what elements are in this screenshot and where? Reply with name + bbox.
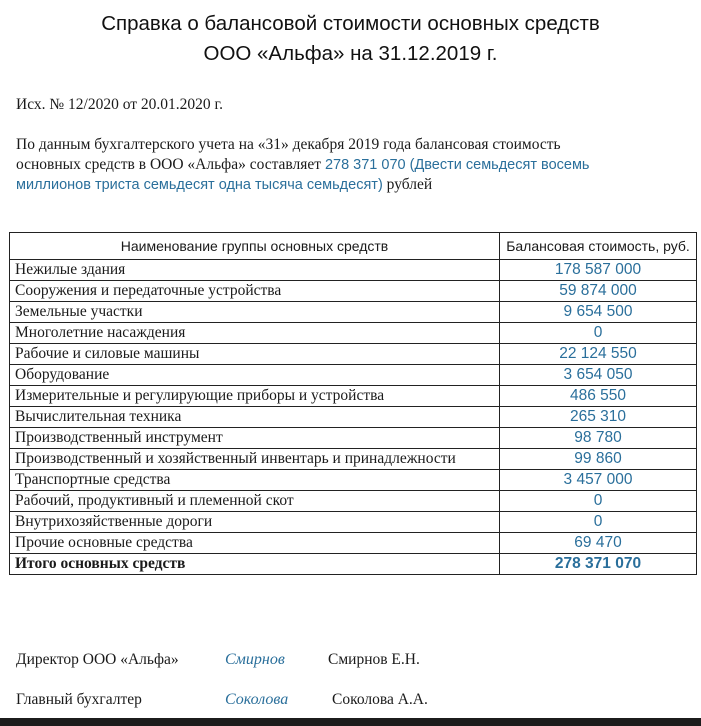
row-value: 69 470	[500, 533, 697, 554]
accountant-signature	[225, 690, 288, 710]
table-row	[10, 428, 697, 449]
intro-paragraph	[16, 135, 686, 195]
row-value: 3 457 000	[500, 470, 697, 491]
row-name: Прочие основные средства	[10, 533, 500, 554]
row-name: Измерительные и регулирующие приборы и устройства	[10, 386, 500, 407]
intro-line2	[16, 155, 686, 175]
table-row	[10, 302, 697, 323]
row-value: 0	[500, 512, 697, 533]
accountant-name: Соколова А.А.	[332, 691, 428, 708]
reference-number: Исх. № 12/2020 от 20.01.2020 г.	[16, 96, 224, 113]
table-row	[10, 281, 697, 302]
total-name: Итого основных средств	[10, 554, 500, 575]
header-balance-value: Балансовая стоимость, руб.	[500, 233, 697, 260]
row-value: 0	[500, 491, 697, 512]
row-name: Производственный инструмент	[10, 428, 500, 449]
table-row	[10, 512, 697, 533]
director-role: Директор ООО «Альфа»	[16, 651, 179, 668]
table-row	[10, 533, 697, 554]
document-title-line2: ООО «Альфа» на 31.12.2019 г.	[203, 42, 498, 65]
row-name: Многолетние насаждения	[10, 323, 500, 344]
row-value: 265 310	[500, 407, 697, 428]
header-group-name: Наименование группы основных средств	[10, 233, 500, 260]
row-name: Рабочие и силовые машины	[10, 344, 500, 365]
row-value: 486 550	[500, 386, 697, 407]
table-row	[10, 491, 697, 512]
table-row	[10, 323, 697, 344]
row-name: Земельные участки	[10, 302, 500, 323]
row-value: 3 654 050	[500, 365, 697, 386]
row-name: Внутрихозяйственные дороги	[10, 512, 500, 533]
document-title-line1: Справка о балансовой стоимости основных средств	[101, 12, 600, 35]
intro-line3-suffix: рублей	[382, 176, 433, 193]
amount-text-part1: 278 371 070 (Двести семьдесят восемь	[324, 157, 590, 173]
table-row	[10, 407, 697, 428]
table-row	[10, 386, 697, 407]
amount-text-part2: миллионов триста семьдесят одна тысяча семьдесят)	[16, 177, 383, 193]
table-row	[10, 365, 697, 386]
table-total-row	[10, 554, 697, 575]
row-value: 9 654 500	[500, 302, 697, 323]
row-name: Транспортные средства	[10, 470, 500, 491]
row-value: 22 124 550	[500, 344, 697, 365]
table-row	[10, 344, 697, 365]
row-value: 0	[500, 323, 697, 344]
table-row	[10, 470, 697, 491]
row-value: 178 587 000	[500, 260, 697, 281]
director-signature-text: Смирнов	[225, 651, 285, 668]
director-name: Смирнов Е.Н.	[328, 651, 420, 668]
intro-line1: По данным бухгалтерского учета на «31» декабря 2019 года балансовая стоимость	[16, 136, 561, 153]
row-value: 99 860	[500, 449, 697, 470]
assets-table	[9, 232, 697, 575]
director-signature	[225, 650, 285, 670]
row-name: Рабочий, продуктивный и племенной скот	[10, 491, 500, 512]
total-value: 278 371 070	[500, 554, 697, 575]
row-name: Сооружения и передаточные устройства	[10, 281, 500, 302]
row-name: Вычислительная техника	[10, 407, 500, 428]
bottom-bar	[0, 718, 701, 726]
table-header-row	[10, 233, 697, 260]
row-name: Нежилые здания	[10, 260, 500, 281]
table-row	[10, 260, 697, 281]
row-value: 59 874 000	[500, 281, 697, 302]
intro-line3	[16, 175, 686, 195]
intro-line2-prefix: основных средств в ООО «Альфа» составляет	[16, 156, 325, 173]
table-row	[10, 449, 697, 470]
row-name: Производственный и хозяйственный инвентарь и принадлежности	[10, 449, 500, 470]
accountant-signature-text: Соколова	[225, 691, 289, 708]
accountant-role: Главный бухгалтер	[16, 691, 142, 708]
row-name: Оборудование	[10, 365, 500, 386]
row-value: 98 780	[500, 428, 697, 449]
